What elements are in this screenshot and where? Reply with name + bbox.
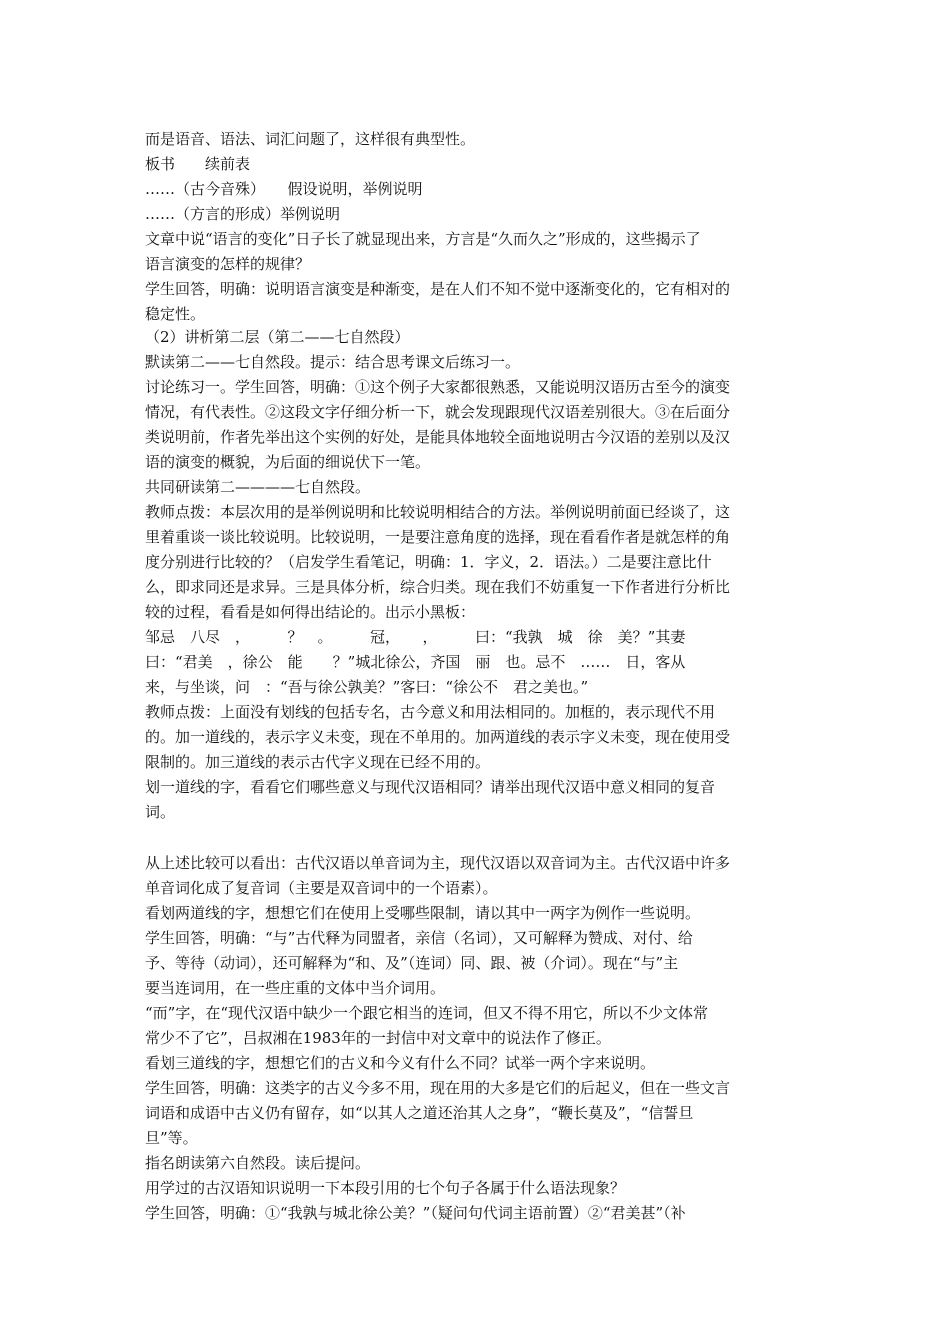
text-line: 默读第二——七自然段。提示：结合思考课文后练习一。 xyxy=(145,353,521,371)
text-line: （2）讲析第二层（第二——七自然段） xyxy=(145,328,410,346)
text-line: 教师点拨：上面没有划线的包括专名，古今意义和用法相同的。加框的，表示现代不用 xyxy=(145,703,716,721)
text-line: 指名朗读第六自然段。读后提问。 xyxy=(145,1154,371,1172)
text-line: 而是语音、语法、词汇问题了，这样很有典型性。 xyxy=(145,130,476,148)
text-line: 教师点拨：本层次用的是举例说明和比较说明相结合的方法。举例说明前面已经谈了，这 xyxy=(145,503,731,521)
text-line: 文章中说“语言的变化”日子长了就显现出来，方言是“久而久之”形成的，这些揭示了 xyxy=(145,230,701,248)
text-line: 学生回答，明确：说明语言演变是种渐变，是在人们不知不觉中逐渐变化的，它有相对的 xyxy=(145,280,731,298)
text-line: 用学过的古汉语知识说明一下本段引用的七个句子各属于什么语法现象？ xyxy=(145,1179,626,1197)
text-line: 稳定性。 xyxy=(145,305,206,323)
text-line: 要当连词用，在一些庄重的文体中当介词用。 xyxy=(145,979,446,997)
text-line: 较的过程，看看是如何得出结论的。出示小黑板： xyxy=(145,603,476,621)
text-line: 限制的。加三道线的表示古代字义现在已经不用的。 xyxy=(145,753,491,771)
text-line: 情况，有代表性。②这段文字仔细分析一下，就会发现跟现代汉语差别很大。③在后面分 xyxy=(145,403,731,421)
text-line: 讨论练习一。学生回答，明确：①这个例子大家都很熟悉，又能说明汉语历古至今的演变 xyxy=(145,378,731,396)
text-line: 予、等待（动词），还可解释为“和、及”（连词）同、跟、被（介词）。现在“与”主 xyxy=(145,954,679,972)
text-line: 学生回答，明确：“与”古代释为同盟者，亲信（名词），又可解释为赞成、对付、给 xyxy=(145,929,693,947)
text-line: 单音词化成了复音词（主要是双音词中的一个语素）。 xyxy=(145,879,498,897)
text-line: 共同研读第二————七自然段。 xyxy=(145,478,371,496)
text-line: 的。加一道线的，表示字义未变，现在不单用的。加两道线的表示字义未变，现在使用受 xyxy=(145,728,731,746)
text-line: 曰：“君美 ，徐公 能 ？”城北徐公，齐国 丽 也。忌不 …… 日，客从 xyxy=(145,653,686,671)
text-line: “而”字，在“现代汉语中缺少一个跟它相当的连词，但又不得不用它，所以不少文体常 xyxy=(145,1004,709,1022)
text-line: 语的演变的概貌，为后面的细说伏下一笔。 xyxy=(145,453,431,471)
text-line: 来，与坐谈，问 ：“吾与徐公孰美？”客曰：“徐公不 君之美也。” xyxy=(145,678,589,696)
text-line: 划一道线的字，看看它们哪些意义与现代汉语相同？请举出现代汉语中意义相同的复音 xyxy=(145,778,716,796)
text-line: 常少不了它”，吕叔湘在1983年的一封信中对文章中的说法作了修正。 xyxy=(145,1029,611,1047)
text-line: 么，即求同还是求异。三是具体分析，综合归类。现在我们不妨重复一下作者进行分析比 xyxy=(145,578,731,596)
text-line: ……（方言的形成）举例说明 xyxy=(145,205,341,223)
text-line: 学生回答，明确：①“我孰与城北徐公美？”（疑问句代词主语前置）②“君美甚”（补 xyxy=(145,1204,686,1222)
text-line: 里着重谈一谈比较说明。比较说明，一是要注意角度的选择，现在看看作者是就怎样的角 xyxy=(145,528,731,546)
text-line: 旦”等。 xyxy=(145,1129,198,1147)
text-line: 学生回答，明确：这类字的古义今多不用，现在用的大多是它们的后起义，但在一些文言 xyxy=(145,1079,731,1097)
text-line: 从上述比较可以看出：古代汉语以单音词为主，现代汉语以双音词为主。古代汉语中许多 xyxy=(145,854,731,872)
text-line: 词语和成语中古义仍有留存，如“以其人之道还治其人之身”，“鞭长莫及”，“信誓旦 xyxy=(145,1104,694,1122)
text-line: 词。 xyxy=(145,803,176,821)
text-line: 语言演变的怎样的规律？ xyxy=(145,255,311,273)
text-line: 度分别进行比较的？（启发学生看笔记，明确：1．字义，2．语法。）二是要注意比什 xyxy=(145,553,712,571)
text-line: 看划三道线的字，想想它们的古义和今义有什么不同？试举一两个字来说明。 xyxy=(145,1054,656,1072)
text-line: ……（古今音殊） 假设说明，举例说明 xyxy=(145,180,423,198)
text-line: 类说明前，作者先举出这个实例的好处，是能具体地较全面地说明古今汉语的差别以及汉 xyxy=(145,428,731,446)
text-line: 看划两道线的字，想想它们在使用上受哪些限制，请以其中一两字为例作一些说明。 xyxy=(145,904,701,922)
text-line: 邹忌 八尽 ， ？ 。 冠， ， 曰：“我孰 城 徐 美？”其妻 xyxy=(145,628,686,646)
text-line: 板书 续前表 xyxy=(145,155,251,173)
